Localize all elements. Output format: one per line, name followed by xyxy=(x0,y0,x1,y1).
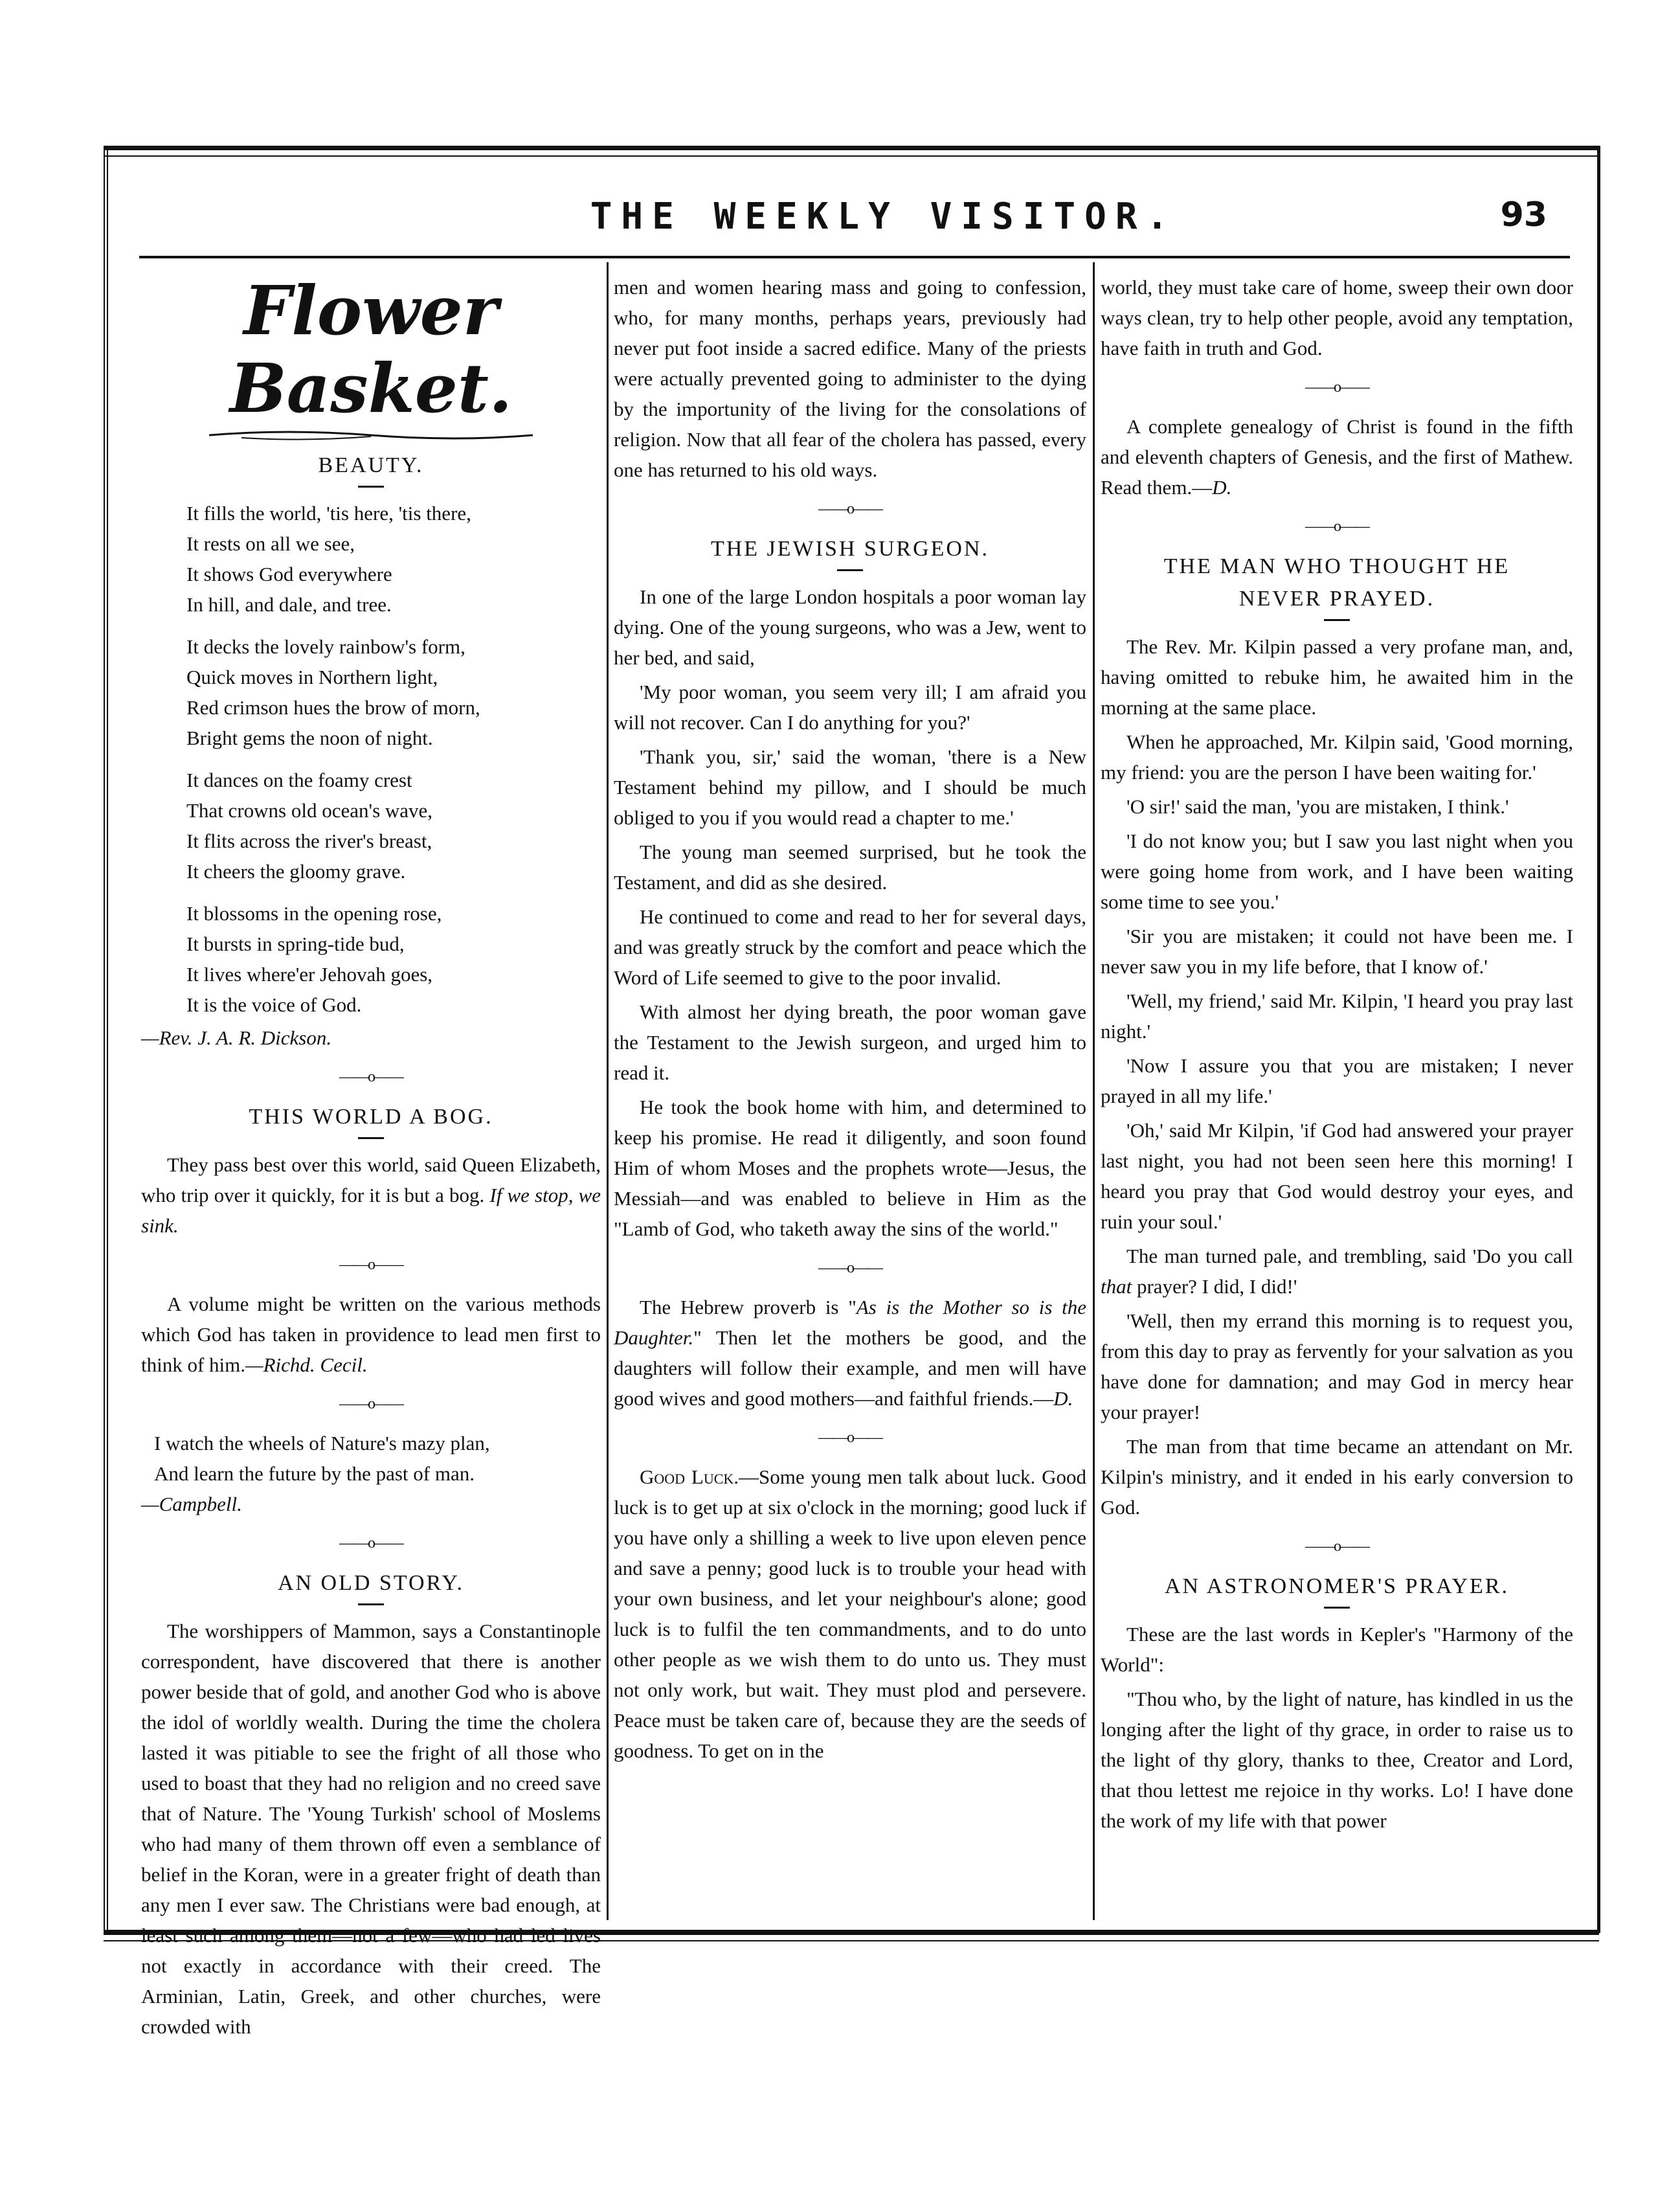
paragraph: When he approached, Mr. Kilpin said, 'Good morning, my friend: you are the person I have been waiting for.' xyxy=(1101,730,1573,784)
paragraph xyxy=(141,1289,601,1380)
bog-text: They pass best over this world, said Queen Elizabeth, who trip over it quickly, for it is but a bog. xyxy=(141,1153,601,1206)
poem-line: Red crimson hues the brow of morn, xyxy=(186,696,480,719)
header-rule xyxy=(139,256,1570,258)
heading-old-story: AN OLD STORY. xyxy=(277,1571,465,1595)
hebrew-text: The Hebrew proverb is " xyxy=(640,1296,857,1318)
column-divider-1 xyxy=(607,262,609,1920)
page-number: 93 xyxy=(1500,196,1547,234)
poem-line: It shows God everywhere xyxy=(186,563,392,585)
quote-attribution: —Campbell. xyxy=(141,1493,242,1515)
section-separator: ——o—— xyxy=(818,1260,882,1276)
top-rule xyxy=(104,146,1599,150)
paragraph: He continued to come and read to her for several days, and was greatly struck by the comfort and peace which the Word of Life seemed to give to the poor invalid. xyxy=(614,905,1086,989)
kilpin-emphasis: that xyxy=(1101,1275,1132,1298)
paragraph: In one of the large London hospitals a poor woman lay dying. One of the young surgeons, who was a Jew, went to her bed, and said, xyxy=(614,585,1086,669)
poem-line: It blossoms in the opening rose, xyxy=(186,902,442,925)
kilpin-text: prayer? I did, I did!' xyxy=(1132,1275,1297,1298)
paragraph xyxy=(141,1149,601,1241)
heading-astronomer: AN ASTRONOMER'S PRAYER. xyxy=(1164,1574,1510,1598)
paragraph: The man from that time became an attendant on Mr. Kilpin's ministry, and it ended in his early conversion to God. xyxy=(1101,1435,1573,1519)
signature: D. xyxy=(1053,1387,1073,1410)
paragraph: The young man seemed surprised, but he took the Testament, and did as she desired. xyxy=(614,841,1086,894)
mini-rule xyxy=(1324,1607,1350,1609)
poem-line: That crowns old ocean's wave, xyxy=(186,799,433,822)
section-separator: ——o—— xyxy=(339,1256,403,1273)
quote-line: And learn the future by the past of man. xyxy=(154,1462,475,1485)
section-separator: ——o—— xyxy=(339,1535,403,1552)
paragraph: The worshippers of Mammon, says a Constantinople correspondent, have discovered that there is another power beside that of gold, and another God who is above the idol of worldly wealth. During the time the cholera lasted it was pitiable to see the fright of all those who used to boast that they had no religion and no creed save that of Nature. The 'Young Turkish' school of Moslems who had many of them thrown off even a semblance of belief in the Koran, were in a greater fright of death than any men I ever saw. The Christians were bad enough, at least such among them—not a few—who had led lives not exactly in accordance with their creed. The Arminian, Latin, Greek, and other churches, were crowded with xyxy=(141,1620,601,2038)
column-2 xyxy=(614,272,1086,1904)
paragraph: 'Well, my friend,' said Mr. Kilpin, 'I heard you pray last night.' xyxy=(1101,990,1573,1043)
quote-lines xyxy=(154,1428,601,1489)
paragraph xyxy=(1101,1241,1573,1302)
paragraph xyxy=(1101,411,1573,503)
poem-stanza xyxy=(186,765,601,887)
heading-bog: THIS WORLD A BOG. xyxy=(249,1105,493,1129)
section-separator: ——o—— xyxy=(1305,518,1369,535)
poem-line: It cheers the gloomy grave. xyxy=(186,860,406,883)
column-1 xyxy=(141,271,601,2038)
paragraph: 'Well, then my errand this morning is to request you, from this day to pray as fervently for your salvation as you have done for damnation; and may God in mercy hear your prayer! xyxy=(1101,1309,1573,1423)
signature: D. xyxy=(1212,476,1232,499)
paragraph: "Thou who, by the light of nature, has kindled in us the longing after the light of thy grace, in order to raise us to the light of thy glory, thanks to thee, Creator and Lord, that thou lettest me rejoice in thy works. Lo! I have done the work of my life with that power xyxy=(1101,1688,1573,1832)
column-3 xyxy=(1101,272,1573,1904)
volume-text: A volume might be written on the various methods which God has taken in providence to lead men first to think of him. xyxy=(141,1293,601,1376)
section-separator: ——o—— xyxy=(339,1069,403,1085)
section-title: Flower Basket. xyxy=(229,271,513,428)
column-divider-2 xyxy=(1093,262,1095,1920)
poem-stanza xyxy=(186,631,601,753)
poem-attribution: —Rev. J. A. R. Dickson. xyxy=(141,1026,332,1049)
section-separator: ——o—— xyxy=(818,501,882,517)
heading-man-prayed-2: NEVER PRAYED. xyxy=(1238,587,1435,611)
poem-line: Bright gems the noon of night. xyxy=(186,727,433,749)
hebrew-proverb: As is the Mother so is the Daughter. xyxy=(614,1296,1086,1349)
poem-line: It dances on the foamy crest xyxy=(186,769,412,791)
good-luck-lead: Good Luck. xyxy=(640,1465,739,1488)
paragraph: 'O sir!' said the man, 'you are mistaken, I think.' xyxy=(1126,795,1509,818)
heading-beauty: BEAUTY. xyxy=(318,453,424,477)
mini-rule xyxy=(358,1137,384,1139)
poem-line: Quick moves in Northern light, xyxy=(186,666,438,688)
kilpin-text: The man turned pale, and trembling, said 'Do you call xyxy=(1126,1245,1573,1267)
section-separator: ——o—— xyxy=(1305,379,1369,396)
paragraph: 'Thank you, sir,' said the woman, 'there is a New Testament behind my pillow, and I should be much obliged to you if you would read a chapter to me.' xyxy=(614,745,1086,829)
paragraph: He took the book home with him, and determined to keep his promise. He read it diligently, and soon found Him of whom Moses and the prophets wrote—Jesus, the Messiah—and was enabled to believe in Him as the "Lamb of God, who taketh away the sins of the world." xyxy=(614,1096,1086,1240)
heading-jewish-surgeon: THE JEWISH SURGEON. xyxy=(710,537,990,561)
volume-attribution: —Richd. Cecil. xyxy=(245,1353,368,1376)
section-separator: ——o—— xyxy=(1305,1538,1369,1555)
quote-line: I watch the wheels of Nature's mazy plan, xyxy=(154,1432,490,1454)
poem-line: In hill, and dale, and tree. xyxy=(186,593,392,616)
paragraph xyxy=(614,1462,1086,1766)
paragraph: With almost her dying breath, the poor woman gave the Testament to the Jewish surgeon, and urged him to read it. xyxy=(614,1001,1086,1084)
poem-stanza xyxy=(186,498,601,620)
poem-line: It lives where'er Jehovah goes, xyxy=(186,963,433,986)
paragraph xyxy=(614,1292,1086,1414)
poem-line: It is the voice of God. xyxy=(186,993,362,1016)
mini-rule xyxy=(358,1603,384,1605)
poem-line: It rests on all we see, xyxy=(186,532,355,555)
mini-rule xyxy=(1324,619,1350,621)
paragraph: 'My poor woman, you seem very ill; I am afraid you will not recover. Can I do anything for you?' xyxy=(614,681,1086,734)
hebrew-text: " Then let the mothers be good, and the daughters will follow their example, and men will have good wives and good mothers—and faithful friends.— xyxy=(614,1326,1086,1410)
bog-emphasis: If we stop, we sink. xyxy=(141,1184,601,1237)
mini-rule xyxy=(837,569,863,571)
section-separator: ——o—— xyxy=(818,1429,882,1446)
genealogy-text: A complete genealogy of Christ is found in the fifth and eleventh chapters of Genesis, and the first of Mathew. Read them.— xyxy=(1101,415,1573,499)
paragraph: These are the last words in Kepler's "Harmony of the World": xyxy=(1101,1623,1573,1676)
paragraph: world, they must take care of home, sweep their own door ways clean, try to help other people, avoid any temptation, have faith in truth and God. xyxy=(1101,276,1573,359)
heading-man-prayed: THE MAN WHO THOUGHT HE xyxy=(1163,554,1510,578)
paragraph: 'Oh,' said Mr Kilpin, 'if God had answered your prayer last night, you had not been seen here this morning! I heard you pray that God would destroy your eyes, and ruin your soul.' xyxy=(1101,1119,1573,1233)
poem-line: It fills the world, 'tis here, 'tis there, xyxy=(186,502,471,525)
paragraph: 'Sir you are mistaken; it could not have been me. I never saw you in my life before, that I know of.' xyxy=(1101,925,1573,978)
poem-line: It bursts in spring-tide bud, xyxy=(186,933,405,955)
paragraph: 'Now I assure you that you are mistaken; I never prayed in all my life.' xyxy=(1101,1054,1573,1107)
paragraph: 'I do not know you; but I saw you last night when you were going home from work, and I have been waiting some time to see you.' xyxy=(1101,830,1573,913)
paragraph: The Rev. Mr. Kilpin passed a very profane man, and, having omitted to rebuke him, he awaited him in the morning at the same place. xyxy=(1101,635,1573,719)
masthead-title: THE WEEKLY VISITOR. xyxy=(590,196,1178,238)
poem-stanza xyxy=(186,898,601,1020)
section-separator: ——o—— xyxy=(339,1396,403,1412)
paragraph: men and women hearing mass and going to confession, who, for many months, perhaps years, previously had never put foot inside a sacred edifice. Many of the priests were actually prevented going to administer to the dying by the importunity of the living for the consolations of religion. Now that all fear of the cholera has passed, every one has returned to his old ways. xyxy=(614,276,1086,481)
flourish-ornament xyxy=(203,429,539,442)
poem-line: It decks the lovely rainbow's form, xyxy=(186,635,465,658)
mini-rule xyxy=(358,486,384,488)
good-luck-text: —Some young men talk about luck. Good luck is to get up at six o'clock in the morning; good luck if you have only a shilling a week to live upon eleven pence and save a penny; good luck is to trouble your head with your own business, and let your neighbour's alone; good luck is to fulfil the ten commandments, and to do unto other people as we wish them to do unto us. They must not only work, but wait. They must plod and persevere. Peace must be taken care of, because they are the seeds of goodness. To get on in the xyxy=(614,1465,1087,1762)
poem-line: It flits across the river's breast, xyxy=(186,830,432,852)
top-rule-thin xyxy=(104,155,1599,157)
